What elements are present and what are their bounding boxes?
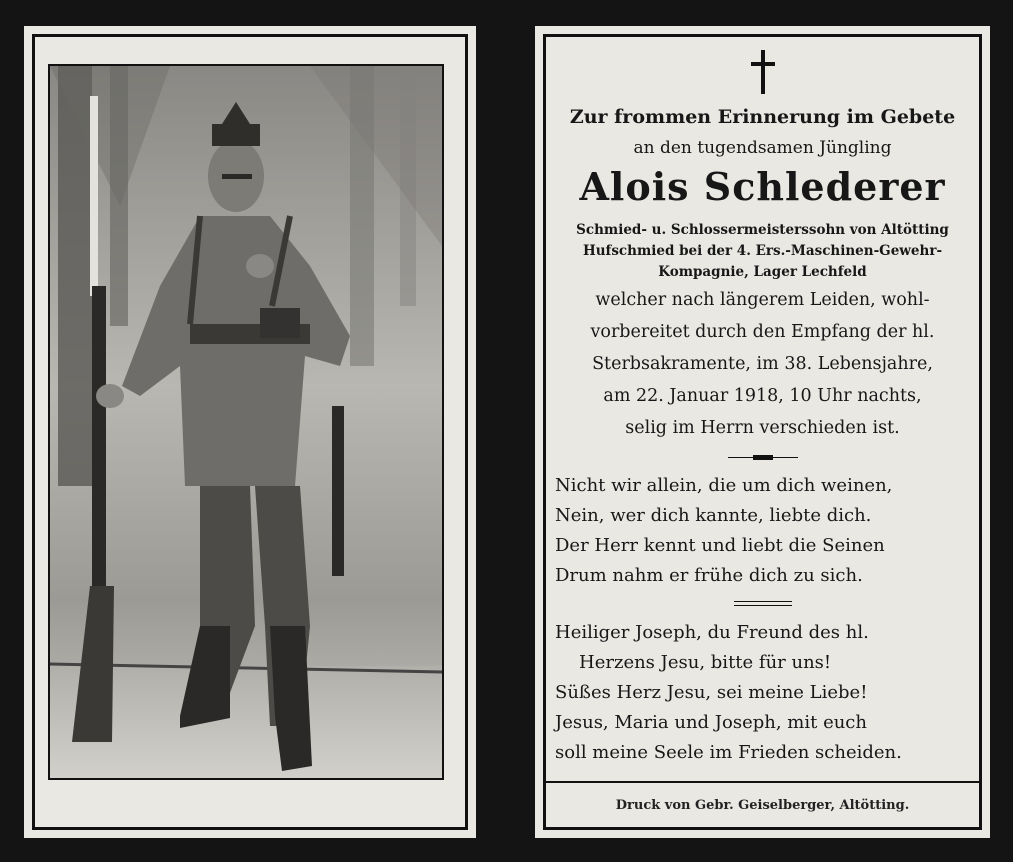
occupation-line: Hufschmied bei der 4. Ers.-Maschinen-Gewehr- — [582, 243, 943, 259]
prayer-line: Heiliger Joseph, du Freund des hl. — [555, 622, 869, 643]
text-card — [535, 26, 990, 838]
death-notice-line: vorbereitet durch den Empfang der hl. — [590, 322, 935, 342]
prayer-line: soll meine Seele im Frieden scheiden. — [555, 742, 902, 763]
poem-line: Drum nahm er frühe dich zu sich. — [555, 565, 863, 586]
memorial-poem — [555, 471, 970, 591]
occupation-line: Schmied- u. Schlossermeisterssohn von Altötting — [576, 222, 949, 238]
prayer-block — [555, 618, 970, 768]
occupation-block — [555, 220, 970, 283]
photo-card — [24, 26, 476, 838]
death-notice-line: selig im Herrn verschieden ist. — [625, 418, 900, 438]
prayer-line: Herzens Jesu, bitte für uns! — [579, 652, 832, 673]
poem-line: Nicht wir allein, die um dich weinen, — [555, 475, 893, 496]
printer-credit: Druck von Gebr. Geiselberger, Altötting. — [546, 781, 979, 827]
ornament-divider — [728, 455, 798, 461]
death-notice-line: Sterbsakramente, im 38. Lebensjahre, — [592, 354, 933, 374]
death-notice-line: am 22. Januar 1918, 10 Uhr nachts, — [603, 386, 922, 406]
memorial-intro: an den tugendsamen Jüngling — [633, 138, 892, 158]
occupation-line: Kompagnie, Lager Lechfeld — [658, 264, 867, 280]
double-rule-divider — [734, 601, 792, 606]
prayer-line: Süßes Herz Jesu, sei meine Liebe! — [555, 682, 868, 703]
cross-icon — [751, 50, 775, 94]
prayer-line: Jesus, Maria und Joseph, mit euch — [555, 712, 867, 733]
memorial-heading: Zur frommen Erinnerung im Gebete — [569, 106, 956, 128]
memorial-text — [555, 46, 970, 768]
soldier-photograph — [48, 64, 444, 780]
death-notice-line: welcher nach längerem Leiden, wohl- — [595, 290, 930, 310]
deceased-name: Alois Schlederer — [579, 164, 946, 209]
soldier-photograph-image — [50, 66, 442, 778]
poem-line: Der Herr kennt und liebt die Seinen — [555, 535, 885, 556]
death-notice — [555, 285, 970, 443]
poem-line: Nein, wer dich kannte, liebte dich. — [555, 505, 872, 526]
